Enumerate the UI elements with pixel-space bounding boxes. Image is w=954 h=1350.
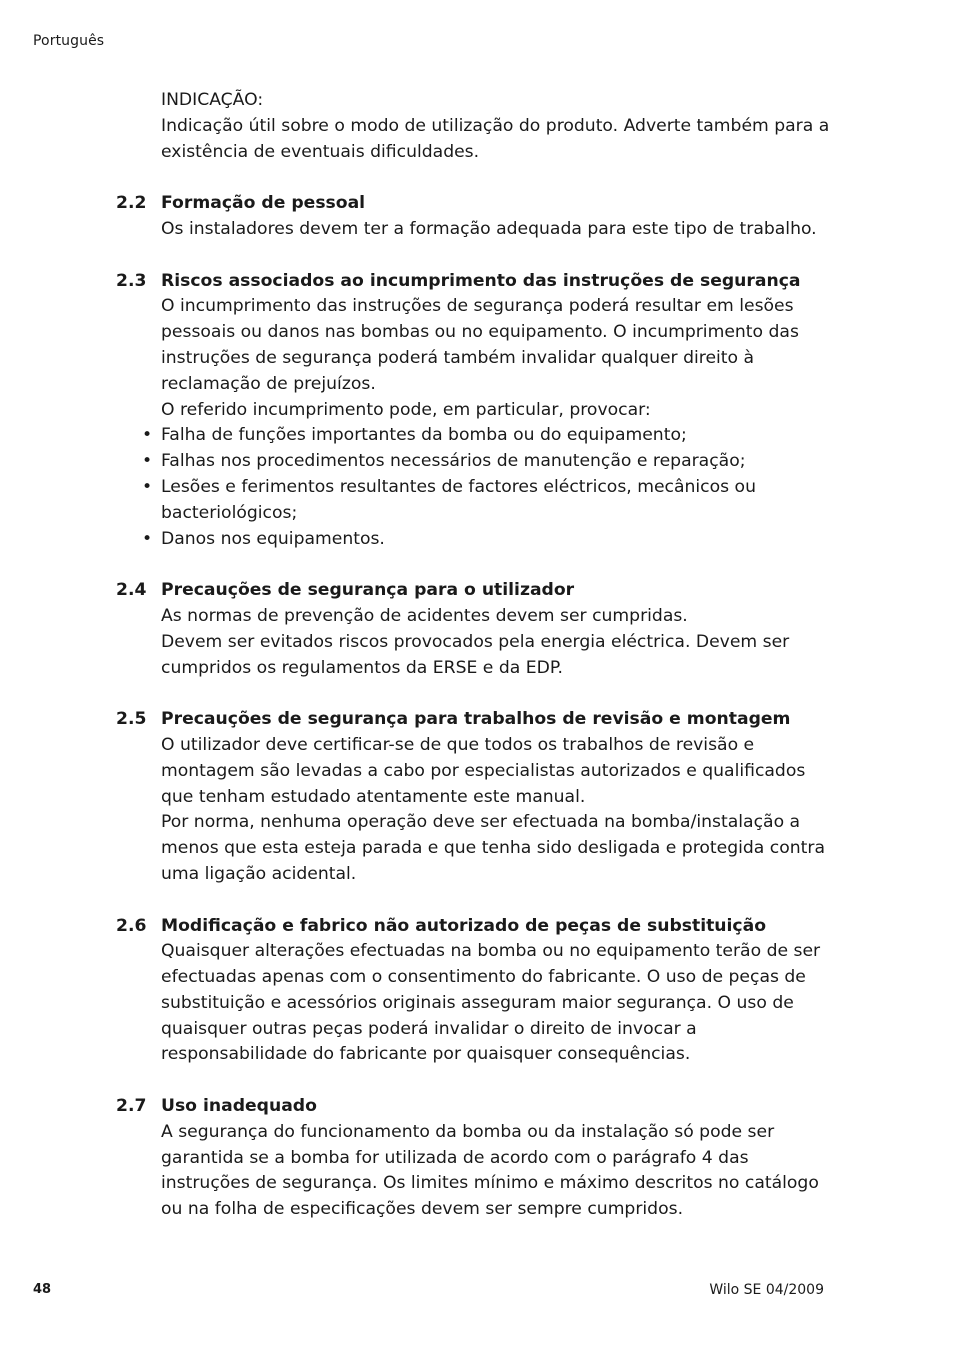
section-number: 2.7 <box>116 1096 147 1117</box>
section-paragraph: Devem ser evitados riscos provocados pela energia eléctrica. Devem ser cumpridos os regulamentos da ERSE e da EDP. <box>161 631 790 678</box>
section-heading <box>116 269 832 295</box>
bullet-item <box>116 527 832 553</box>
section-paragraph: O referido incumprimento pode, em particular, provocar: <box>161 399 651 420</box>
section-heading <box>116 578 832 604</box>
section-number: 2.6 <box>116 915 147 936</box>
section-title: Precauções de segurança para trabalhos de revisão e montagem <box>161 709 791 730</box>
bullet-text: Lesões e ferimentos resultantes de factores eléctricos, mecânicos ou bacteriológicos; <box>161 476 756 523</box>
section-title: Formação de pessoal <box>161 193 366 214</box>
section-2-6 <box>116 914 832 1069</box>
note-label: INDICAÇÃO: <box>161 90 264 110</box>
section-paragraph: O utilizador deve certificar-se de que todos os trabalhos de revisão e montagem são levadas a cabo por especialistas autorizados e qualificados que tenham estudado atentamente este manual. <box>161 734 806 807</box>
bullet-item <box>116 475 832 527</box>
section-paragraph: Quaisquer alterações efectuadas na bomba ou no equipamento terão de ser efectuadas apenas com o consentimento do fabricante. O uso de peças de substituição e acessórios originais asseguram maior segurança. O uso de quaisquer outras peças poderá invalidar o direito de invocar a responsabilidade do fabricante por quaisquer consequências. <box>161 941 821 1065</box>
bullet-text: Falhas nos procedimentos necessários de manutenção e reparação; <box>161 451 746 472</box>
section-number: 2.2 <box>116 193 147 214</box>
section-paragraph: Os instaladores devem ter a formação adequada para este tipo de trabalho. <box>161 218 817 239</box>
section-heading <box>116 191 832 217</box>
sections-container <box>116 191 832 1223</box>
bullet-list <box>116 423 832 552</box>
section-title: Precauções de segurança para o utilizador <box>161 580 575 601</box>
section-paragraph: Por norma, nenhuma operação deve ser efectuada na bomba/instalação a menos que esta esteja parada e que tenha sido desligada e protegida contra uma ligação acidental. <box>161 812 825 884</box>
bullet-text: Danos nos equipamentos. <box>161 528 385 549</box>
section-number: 2.4 <box>116 580 147 601</box>
page-content <box>116 88 832 1249</box>
section-heading <box>116 914 832 940</box>
note-block <box>161 88 832 165</box>
bullet-item <box>116 449 832 475</box>
section-body <box>161 733 832 888</box>
bullet-dot-icon: • <box>142 528 153 549</box>
bullet-dot-icon: • <box>142 476 153 497</box>
section-paragraph: A segurança do funcionamento da bomba ou da instalação só pode ser garantida se a bomba for utilizada de acordo com o parágrafo 4 das instruções de segurança. Os limites mínimo e máximo descritos no catálogo ou na folha de especificações devem ser sempre cumpridos. <box>161 1121 819 1220</box>
section-2-2 <box>116 191 832 243</box>
header-language: Português <box>33 33 105 49</box>
footer-brand: Wilo SE 04/2009 <box>709 1282 824 1298</box>
section-2-7 <box>116 1094 832 1223</box>
section-paragraph: O incumprimento das instruções de segurança poderá resultar em lesões pessoais ou danos nas bombas ou no equipamento. O incumprimento das instruções de segurança poderá também invalidar qualquer direito à reclamação de prejuízos. <box>161 296 799 394</box>
bullet-dot-icon: • <box>142 451 153 472</box>
section-2-3 <box>116 269 832 553</box>
section-body <box>161 294 832 423</box>
section-body <box>161 604 832 681</box>
bullet-dot-icon: • <box>142 425 153 446</box>
section-number: 2.3 <box>116 270 147 291</box>
note-text: Indicação útil sobre o modo de utilização do produto. Adverte também para a existência de eventuais dificuldades. <box>161 115 830 162</box>
section-body <box>161 217 832 243</box>
section-paragraph: As normas de prevenção de acidentes devem ser cumpridas. <box>161 605 688 626</box>
section-heading <box>116 707 832 733</box>
section-title: Uso inadequado <box>161 1096 317 1117</box>
section-body <box>161 939 832 1068</box>
section-heading <box>116 1094 832 1120</box>
bullet-text: Falha de funções importantes da bomba ou do equipamento; <box>161 425 687 446</box>
section-2-4 <box>116 578 832 681</box>
bullet-item <box>116 423 832 449</box>
footer-page-number: 48 <box>33 1282 52 1297</box>
section-title: Riscos associados ao incumprimento das instruções de segurança <box>161 270 801 291</box>
section-body <box>161 1120 832 1223</box>
section-number: 2.5 <box>116 709 147 730</box>
section-title: Modificação e fabrico não autorizado de peças de substituição <box>161 915 767 936</box>
section-2-5 <box>116 707 832 888</box>
